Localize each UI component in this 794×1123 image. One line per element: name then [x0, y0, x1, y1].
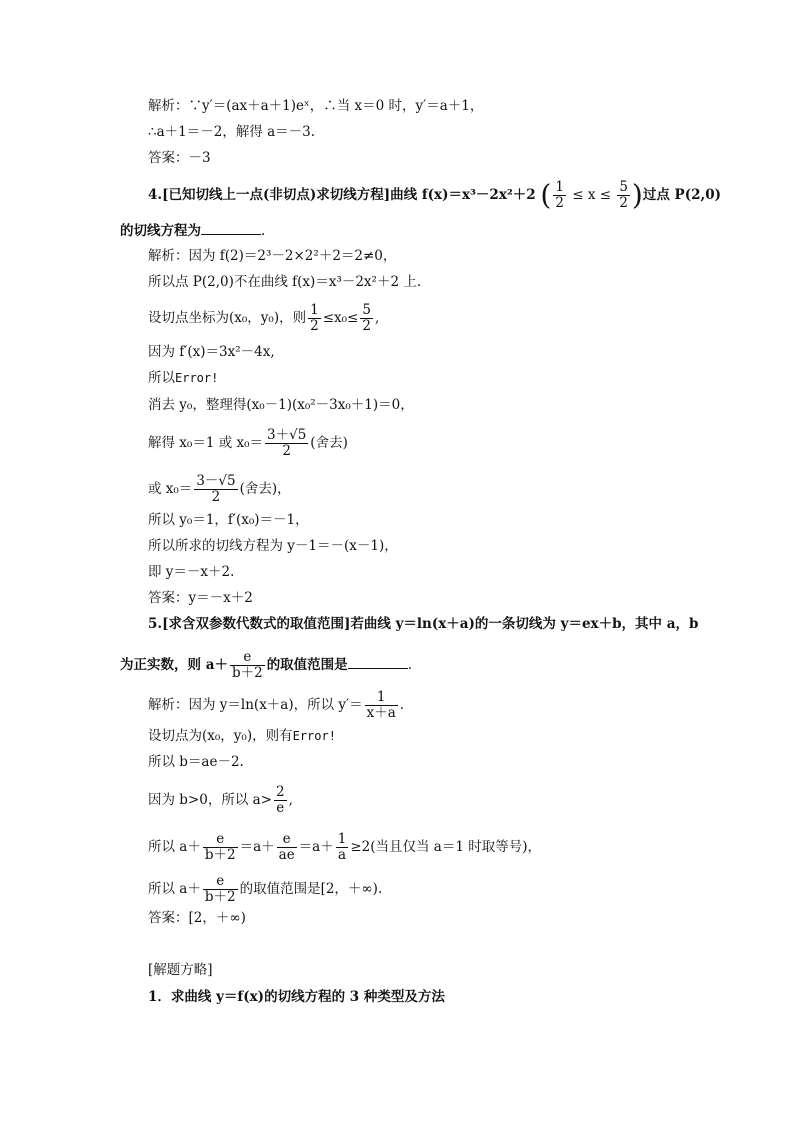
denominator: 2	[211, 489, 221, 505]
denominator: 2	[362, 318, 371, 334]
question-4-stem-end: 过点 P(2,0)	[642, 187, 721, 203]
fraction	[194, 474, 237, 505]
text: ＝a＋	[239, 839, 275, 855]
fraction	[365, 690, 398, 721]
solution-line: ∴a＋1＝－2，解得 a＝－3.	[148, 124, 316, 140]
solution-line: 解析：因为 f(2)＝2³－2×2²＋2＝2≠0，	[148, 248, 397, 264]
question-4-line2	[120, 220, 265, 241]
question-5-line	[148, 614, 698, 634]
text: ≥2(当且仅当 a＝1 时取等号)，	[350, 839, 541, 855]
text: 解析：因为 y＝ln(x＋a)，所以 y′＝	[148, 697, 363, 713]
numerator: 2	[276, 784, 285, 800]
numerator: 5	[619, 179, 628, 195]
denominator: b＋2	[204, 889, 236, 905]
fraction	[265, 428, 308, 459]
solution-line	[148, 690, 404, 721]
section-heading: [解题方略]	[148, 962, 213, 978]
fraction	[277, 832, 297, 863]
period: .	[407, 657, 412, 673]
text: 设切点坐标为(x₀，y₀)，则	[148, 310, 307, 326]
numerator: 1	[365, 690, 398, 706]
text: ≤x₀≤	[322, 310, 359, 326]
solution-line: 解析：∵y′＝(ax＋a＋1)eˣ，∴当 x＝0 时，y′＝a＋1，	[148, 98, 484, 114]
answer-blank	[348, 654, 408, 669]
numerator: 3＋√5	[267, 427, 307, 443]
question-4-line	[148, 180, 721, 211]
solution-line	[148, 785, 293, 816]
numerator: e	[203, 874, 238, 890]
question-4-prompt: 的切线方程为	[120, 223, 201, 239]
fraction	[617, 180, 630, 211]
denominator: e	[276, 800, 285, 816]
question-5-line2	[120, 650, 412, 681]
solution-line	[148, 428, 348, 459]
answer-blank	[201, 220, 261, 235]
right-paren: )	[631, 178, 643, 212]
left-paren: (	[540, 178, 552, 212]
text: 所以 a＋	[148, 839, 201, 855]
fraction	[274, 785, 287, 816]
text: 为正实数，则 a＋	[120, 657, 228, 673]
numerator: 1	[310, 302, 319, 318]
section-subheading: 1．求曲线 y＝f(x)的切线方程的 3 种类型及方法	[148, 989, 445, 1005]
solution-line	[148, 303, 379, 334]
text: 因为 b>0，所以 a>	[148, 792, 272, 808]
error-text: Error!	[292, 729, 336, 743]
denominator: b＋2	[231, 665, 263, 681]
text: 的取值范围是[2，＋∞).	[239, 881, 383, 897]
denominator: x＋a	[366, 705, 396, 721]
text: 或 x₀＝	[148, 481, 193, 497]
text: 的取值范围是	[266, 657, 348, 673]
solution-line: 因为 f′(x)＝3x²－4x,	[148, 344, 275, 360]
text: 解得 x₀＝1 或 x₀＝	[148, 435, 264, 451]
text: ,	[374, 310, 380, 326]
denominator: 2	[282, 443, 291, 459]
text: 所以 a＋	[148, 881, 201, 897]
fraction	[230, 650, 265, 681]
numerator: 3－√5	[196, 473, 236, 489]
text: ＝a＋	[298, 839, 334, 855]
solution-line	[148, 368, 218, 388]
solution-line: 即 y＝－x＋2.	[148, 564, 235, 580]
answer-line: 答案：y＝－x＋2	[148, 590, 253, 606]
period: .	[261, 223, 266, 239]
denominator: 2	[619, 195, 628, 211]
numerator: e	[203, 832, 238, 848]
solution-line	[148, 726, 336, 746]
numerator: 5	[362, 302, 371, 318]
denominator: ae	[278, 847, 295, 863]
numerator: e	[230, 650, 265, 666]
text: 所以	[148, 370, 175, 386]
solution-line	[148, 832, 541, 863]
inequality: ≤ x ≤	[567, 187, 616, 203]
numerator: 1	[555, 179, 564, 195]
text: 设切点为(x₀，y₀)，则有	[148, 728, 293, 744]
fraction	[336, 832, 349, 863]
answer-line: 答案：[2，＋∞)	[148, 910, 246, 926]
text: (舍去)，	[239, 481, 291, 497]
fraction	[203, 874, 238, 905]
text: (舍去)	[310, 435, 348, 451]
denominator: 2	[310, 318, 319, 334]
text: .	[399, 697, 405, 713]
answer-line: 答案：－3	[148, 150, 211, 166]
solution-line	[148, 874, 382, 905]
numerator: 1	[337, 831, 347, 847]
fraction	[308, 303, 321, 334]
text: ,	[288, 792, 293, 808]
denominator: b＋2	[204, 847, 236, 863]
solution-line: 所以 b＝ae－2.	[148, 754, 244, 770]
fraction	[553, 180, 566, 211]
solution-line: 消去 y₀，整理得(x₀－1)(x₀²－3x₀＋1)＝0，	[148, 397, 414, 413]
numerator: e	[277, 832, 297, 848]
question-5-stem: 5.[求含双参数代数式的取值范围]若曲线 y＝ln(x＋a)的一条切线为 y＝ex＋b，其中 a，b	[148, 616, 699, 632]
denominator: 2	[555, 195, 564, 211]
error-text: Error!	[175, 371, 219, 385]
question-4-stem: 4.[已知切线上一点(非切点)求切线方程]曲线 f(x)＝x³－2x²＋2	[148, 187, 541, 203]
solution-line	[148, 474, 291, 505]
fraction	[360, 303, 373, 334]
solution-line: 所以点 P(2,0)不在曲线 f(x)＝x³－2x²＋2 上.	[148, 274, 422, 290]
fraction	[203, 832, 238, 863]
solution-line: 所以 y₀＝1，f′(x₀)＝－1，	[148, 512, 309, 528]
denominator: a	[338, 847, 347, 863]
solution-line: 所以所求的切线方程为 y－1＝－(x－1)，	[148, 538, 398, 554]
